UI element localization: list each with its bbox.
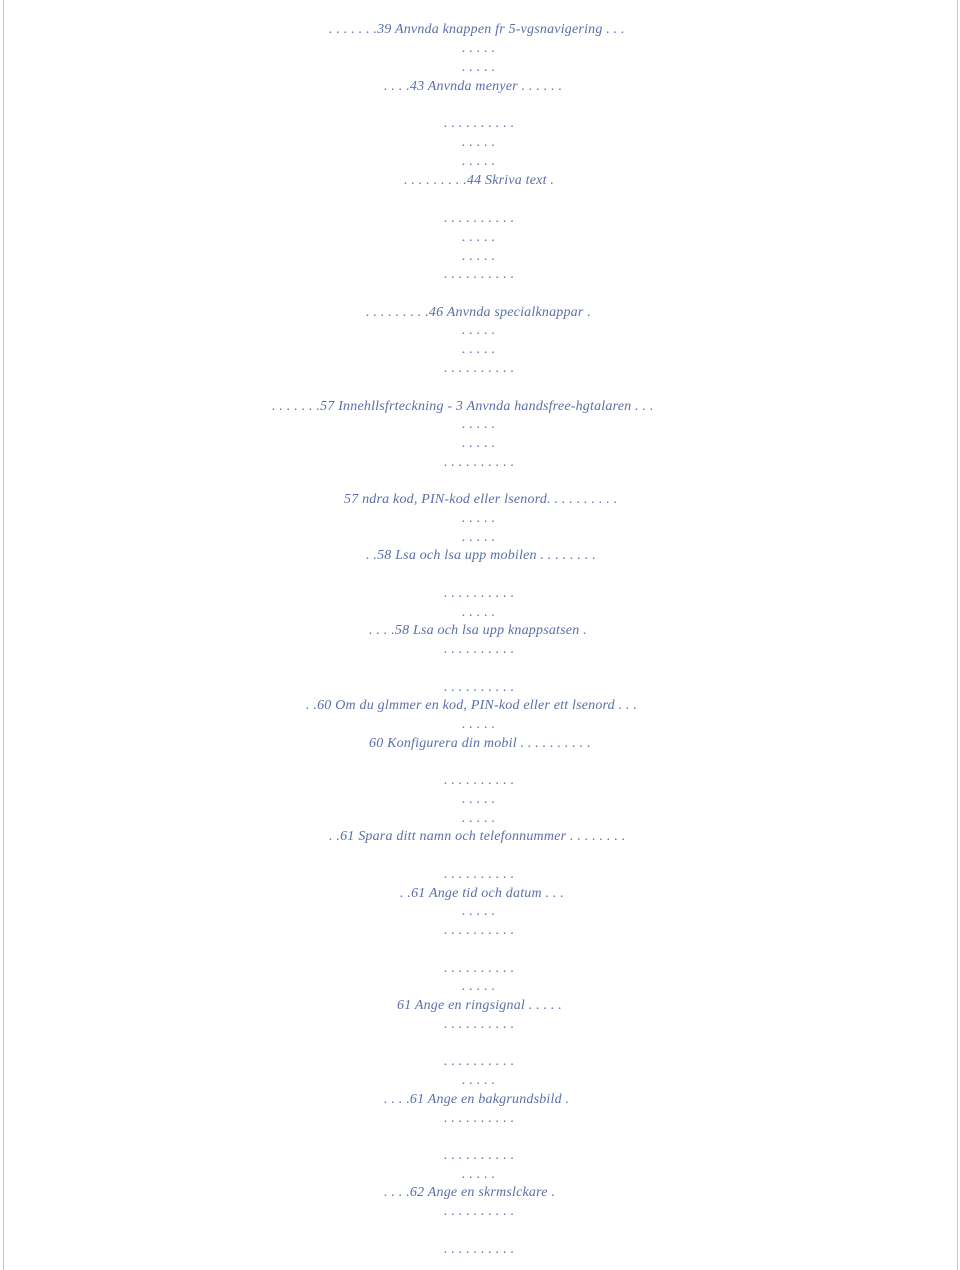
toc-dots: . . . . . . . . . . [444, 1111, 515, 1126]
document-page [3, 0, 958, 1270]
toc-dots: . . . . . [462, 811, 496, 826]
toc-dots: . . . . . . . . . . [444, 455, 515, 470]
toc-dots: . . . . . [462, 436, 496, 451]
toc-dots: . . . . . [462, 249, 496, 264]
toc-dots: . . . . . [462, 41, 496, 56]
toc-dots: . . . . . . . . . . [444, 1054, 515, 1069]
toc-entry: . . . .43 Anvnda menyer . . . . . . [384, 79, 563, 94]
toc-entry: . . . . . . . . .46 Anvnda specialknappar . [366, 305, 591, 320]
toc-entry: 60 Konfigurera din mobil . . . . . . . . . . [369, 736, 591, 751]
toc-dots: . . . . . . . . . . [444, 642, 515, 657]
toc-dots: . . . . . [462, 135, 496, 150]
toc-dots: . . . . . [462, 717, 496, 732]
toc-dots: . . . . . . . . . . [444, 680, 515, 695]
toc-dots: . . . . . [462, 154, 496, 169]
toc-dots: . . . . . . . . . . [444, 1204, 515, 1219]
toc-dots: . . . . . [462, 792, 496, 807]
toc-entry: . .60 Om du glmmer en kod, PIN-kod eller ett lsenord . . . [306, 698, 638, 713]
toc-dots: . . . . . . . . . . [444, 361, 515, 376]
toc-entry: . . . .62 Ange en skrmslckare . [384, 1185, 556, 1200]
toc-dots: . . . . . [462, 230, 496, 245]
toc-dots: . . . . . . . . . . [444, 267, 515, 282]
toc-entry: 57 ndra kod, PIN-kod eller lsenord. . . . . . . . . . [344, 492, 618, 507]
toc-dots: . . . . . [462, 323, 496, 338]
toc-dots: . . . . . . . . . . [444, 116, 515, 131]
toc-dots: . . . . . [462, 417, 496, 432]
toc-dots: . . . . . . . . . . [444, 1017, 515, 1032]
toc-dots: . . . . . . . . . . [444, 961, 515, 976]
toc-dots: . . . . . . . . . . [444, 923, 515, 938]
toc-entry: . .61 Ange tid och datum . . . [400, 886, 565, 901]
toc-entry: . . . . . . .57 Innehllsfrteckning - 3 Anvnda handsfree-hgtalaren . . . [272, 399, 654, 414]
toc-dots: . . . . . . . . . . [444, 1148, 515, 1163]
toc-entry: . .58 Lsa och lsa upp mobilen . . . . . . . . [366, 548, 596, 563]
toc-dots: . . . . . [462, 1073, 496, 1088]
toc-dots: . . . . . . . . . . [444, 773, 515, 788]
toc-entry: . . . .58 Lsa och lsa upp knappsatsen . [369, 623, 587, 638]
toc-dots: . . . . . . . . . . [444, 211, 515, 226]
toc-dots: . . . . . [462, 979, 496, 994]
toc-dots: . . . . . [462, 60, 496, 75]
toc-dots: . . . . . [462, 511, 496, 526]
toc-dots: . . . . . [462, 342, 496, 357]
toc-dots: . . . . . . . . . . [444, 1242, 515, 1257]
toc-dots: . . . . . [462, 605, 496, 620]
toc-dots: . . . . . . . . . . [444, 586, 515, 601]
toc-dots: . . . . . [462, 530, 496, 545]
toc-entry: . . . .61 Ange en bakgrundsbild . [384, 1092, 570, 1107]
toc-entry: . .61 Spara ditt namn och telefonnummer . . . . . . . . [329, 829, 626, 844]
toc-entry: . . . . . . .39 Anvnda knappen fr 5-vgsnavigering . . . [329, 22, 625, 37]
toc-entry: . . . . . . . . .44 Skriva text . [404, 173, 555, 188]
toc-entry: 61 Ange en ringsignal . . . . . [397, 998, 562, 1013]
toc-dots: . . . . . [462, 904, 496, 919]
toc-dots: . . . . . . . . . . [444, 867, 515, 882]
toc-dots: . . . . . [462, 1167, 496, 1182]
